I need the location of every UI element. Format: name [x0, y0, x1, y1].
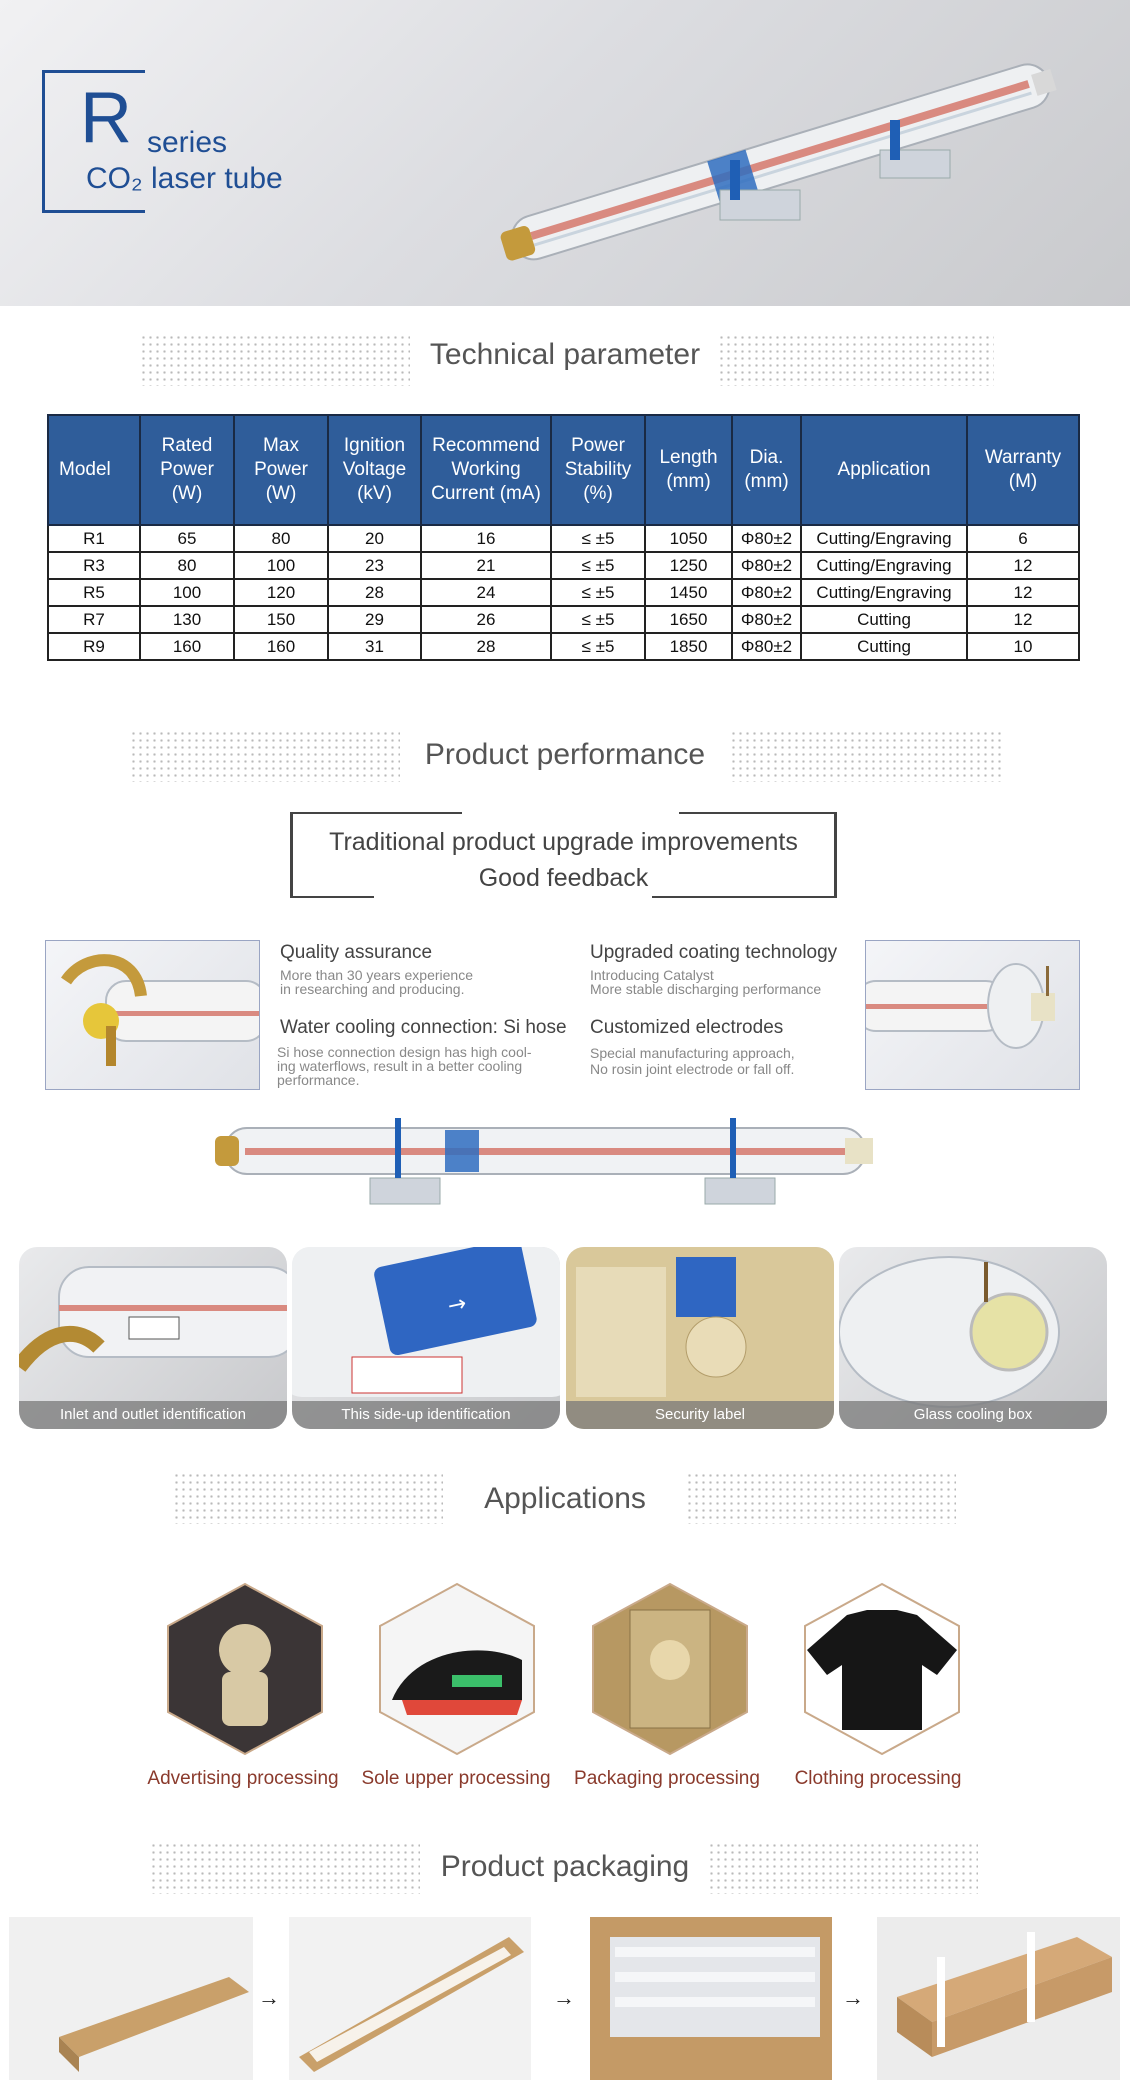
hero-laser-tube-image: [460, 40, 1110, 270]
spec-row: [48, 525, 1079, 552]
spec-cell: 24: [421, 579, 551, 606]
spec-cell: Φ80±2: [732, 525, 801, 552]
spec-row: [48, 606, 1079, 633]
hero-series-label: series: [147, 126, 228, 159]
spec-cell: R3: [48, 552, 140, 579]
spec-cell: ≤ ±5: [551, 579, 645, 606]
packaging-photo-tubes-art: [590, 1917, 832, 2080]
spec-header-cell: Length (mm): [645, 415, 732, 525]
packaging-arrow-1: →: [258, 1985, 280, 2010]
detail-caption: Security label: [566, 1401, 834, 1429]
packaging-arrow-2: →: [553, 1985, 575, 2010]
spec-cell: 29: [328, 606, 421, 633]
spec-cell: ≤ ±5: [551, 606, 645, 633]
feature-desc-cooling-3: performance.: [277, 1072, 360, 1088]
spec-cell: 100: [140, 579, 234, 606]
spec-cell: 12: [967, 606, 1079, 633]
feature-desc-quality-2: in researching and producing.: [280, 981, 465, 997]
callout-line-2: Good feedback: [478, 864, 649, 892]
spec-header-cell: Recommend Working Current (mA): [421, 415, 551, 525]
spec-cell: Cutting/Engraving: [801, 525, 967, 552]
feature-desc-electrodes-2: No rosin joint electrode or fall off.: [590, 1061, 795, 1077]
spec-cell: R1: [48, 525, 140, 552]
detail-photo-security: [566, 1247, 834, 1429]
feature-image-inlet: [45, 940, 260, 1090]
spec-cell: ≤ ±5: [551, 525, 645, 552]
section-title-performance: Product performance: [424, 738, 706, 771]
spec-cell: 28: [328, 579, 421, 606]
spec-cell: 160: [140, 633, 234, 660]
hero-product-label: CO₂ laser tube: [86, 162, 283, 195]
spec-cell: Φ80±2: [732, 552, 801, 579]
spec-header-cell: Max Power (W): [234, 415, 328, 525]
spec-cell: 31: [328, 633, 421, 660]
spec-row: [48, 579, 1079, 606]
spec-cell: 16: [421, 525, 551, 552]
full-laser-tube-image: [205, 1108, 885, 1218]
spec-header-cell: Power Stability (%): [551, 415, 645, 525]
spec-cell: 120: [234, 579, 328, 606]
spec-cell: Cutting: [801, 633, 967, 660]
section-title-packaging: Product packaging: [440, 1850, 690, 1883]
spec-cell: 1850: [645, 633, 732, 660]
detail-photo-side-up: [292, 1247, 560, 1429]
detail-caption: Glass cooling box: [839, 1401, 1107, 1429]
spec-table: [47, 414, 1080, 661]
spec-header-cell: Ignition Voltage (kV): [328, 415, 421, 525]
spec-cell: 23: [328, 552, 421, 579]
feature-title-coating: Upgraded coating technology: [590, 942, 838, 963]
packaging-photo-box: [9, 1917, 253, 2080]
spec-cell: Cutting/Engraving: [801, 579, 967, 606]
detail-photo-inlet: [19, 1247, 287, 1429]
app-label-packaging: Packaging processing: [574, 1768, 760, 1789]
app-label-sole: Sole upper processing: [361, 1768, 551, 1789]
spec-row: [48, 552, 1079, 579]
app-hex-clothing: [797, 1580, 967, 1758]
spec-cell: 1050: [645, 525, 732, 552]
spec-header-cell: Model: [48, 415, 140, 525]
app-hex-packaging: [585, 1580, 755, 1758]
spec-cell: 12: [967, 579, 1079, 606]
hero-banner: [0, 0, 1130, 306]
spec-cell: 100: [234, 552, 328, 579]
spec-cell: 10: [967, 633, 1079, 660]
spec-cell: 28: [421, 633, 551, 660]
packaging-photo-sealed-crate-art: [877, 1917, 1120, 2080]
spec-cell: Φ80±2: [732, 579, 801, 606]
spec-cell: 20: [328, 525, 421, 552]
spec-cell: 21: [421, 552, 551, 579]
packaging-photo-open-box: [289, 1917, 531, 2080]
callout-line-1: Traditional product upgrade improvements: [329, 828, 798, 856]
detail-photo-cooling-box: [839, 1247, 1107, 1429]
feature-title-quality: Quality assurance: [280, 942, 433, 963]
spec-cell: 65: [140, 525, 234, 552]
spec-cell: ≤ ±5: [551, 552, 645, 579]
spec-cell: ≤ ±5: [551, 633, 645, 660]
detail-caption: This side-up identification: [292, 1401, 560, 1429]
spec-cell: 150: [234, 606, 328, 633]
spec-cell: 26: [421, 606, 551, 633]
feature-desc-coating-2: More stable discharging performance: [590, 981, 822, 997]
spec-cell: 80: [234, 525, 328, 552]
spec-row: [48, 633, 1079, 660]
app-label-advertising: Advertising processing: [147, 1768, 339, 1789]
spec-header-cell: Dia. (mm): [732, 415, 801, 525]
spec-cell: R5: [48, 579, 140, 606]
feature-title-cooling: Water cooling connection: Si hose: [280, 1017, 567, 1038]
spec-cell: 12: [967, 552, 1079, 579]
app-hex-sole: [372, 1580, 542, 1758]
app-label-clothing: Clothing processing: [794, 1768, 962, 1789]
hero-series-letter: R: [80, 78, 132, 158]
packaging-photo-sealed-crate: [877, 1917, 1120, 2080]
spec-cell: R9: [48, 633, 140, 660]
feature-desc-electrodes-1: Special manufacturing approach,: [590, 1045, 795, 1061]
performance-callout: [290, 812, 837, 898]
feature-desc-quality-1: More than 30 years experience: [280, 967, 473, 983]
callout-frame-right-bottom: [652, 896, 837, 898]
packaging-arrow-3: →: [842, 1985, 864, 2010]
spec-cell: Cutting/Engraving: [801, 552, 967, 579]
spec-header-cell: Application: [801, 415, 967, 525]
section-title-applications: Applications: [484, 1482, 646, 1515]
spec-header-cell: Rated Power (W): [140, 415, 234, 525]
feature-desc-cooling-2: ing waterflows, result in a better cooling: [277, 1058, 523, 1074]
packaging-photo-box-art: [9, 1917, 253, 2080]
spec-header-row: [48, 415, 1079, 525]
spec-cell: 1250: [645, 552, 732, 579]
spec-cell: 80: [140, 552, 234, 579]
spec-cell: 1450: [645, 579, 732, 606]
spec-header-cell: Warranty (M): [967, 415, 1079, 525]
section-title-technical: Technical parameter: [429, 338, 701, 371]
spec-cell: Φ80±2: [732, 633, 801, 660]
feature-image-electrode-art: [866, 941, 1080, 1090]
feature-image-electrode: [865, 940, 1080, 1090]
spec-cell: Cutting: [801, 606, 967, 633]
callout-frame-left-bottom: [290, 896, 374, 898]
packaging-photo-tubes: [590, 1917, 832, 2080]
spec-cell: 6: [967, 525, 1079, 552]
feature-title-electrodes: Customized electrodes: [590, 1017, 784, 1038]
svg-text:→: →: [445, 1291, 469, 1320]
spec-cell: R7: [48, 606, 140, 633]
spec-table-body: [48, 525, 1079, 660]
app-hex-advertising: [160, 1580, 330, 1758]
spec-cell: Φ80±2: [732, 606, 801, 633]
feature-desc-coating-1: Introducing Catalyst: [590, 967, 714, 983]
detail-caption: Inlet and outlet identification: [19, 1401, 287, 1429]
packaging-photo-open-box-art: [289, 1917, 531, 2080]
spec-cell: 160: [234, 633, 328, 660]
spec-cell: 130: [140, 606, 234, 633]
spec-cell: 1650: [645, 606, 732, 633]
feature-desc-cooling-1: Si hose connection design has high cool-: [277, 1044, 532, 1060]
feature-image-inlet-art: [46, 941, 260, 1090]
